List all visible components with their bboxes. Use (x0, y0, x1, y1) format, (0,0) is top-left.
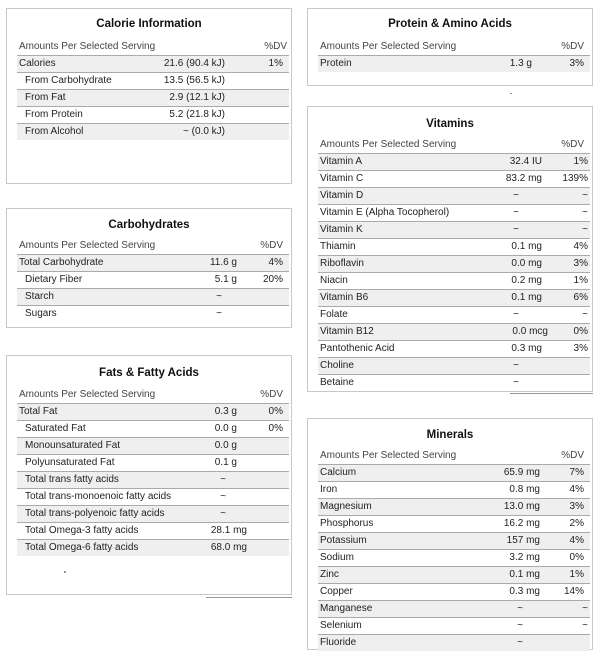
amounts-header: Amounts Per Selected Serving (320, 41, 457, 52)
table-header (17, 238, 289, 255)
dv-header: %DV (264, 41, 287, 52)
nutrient-name: Calcium (320, 467, 357, 478)
nutrient-name: Riboflavin (320, 258, 364, 269)
nutrient-name: From Fat (25, 92, 66, 103)
table-row (318, 584, 590, 601)
nutrient-amount: 0.1 g (214, 457, 237, 468)
table-row (17, 124, 289, 140)
nutrient-name: Vitamin C (320, 173, 364, 184)
nutrient-amount: 5.1 g (214, 274, 237, 285)
nutrient-amount: 0.1 mg (511, 292, 542, 303)
table-row (318, 188, 590, 205)
table-row (318, 171, 590, 188)
table-row (318, 239, 590, 256)
card-title: Calorie Information (96, 18, 202, 30)
nutrient-amount: ~ (220, 474, 226, 485)
nutrient-name: Total trans fatty acids (25, 474, 119, 485)
table-row (318, 256, 590, 273)
nutrient-amount: ~ (513, 207, 519, 218)
protein-amino-acids-card (307, 8, 593, 86)
nutrient-amount: 0.3 g (214, 406, 237, 417)
nutrient-amount: 83.2 mg (505, 173, 542, 184)
table-row (17, 73, 289, 90)
carbohydrates-table (17, 238, 289, 322)
table-row (17, 540, 289, 556)
nutrient-dv: 6% (573, 292, 588, 303)
nutrient-dv: 4% (569, 535, 584, 546)
nutrient-amount: 0.8 mg (509, 484, 540, 495)
nutrient-name: Total trans-polyenoic fatty acids (25, 508, 165, 519)
nutrient-name: Betaine (320, 377, 354, 388)
table-row (318, 56, 590, 72)
nutrient-amount: 32.4 IU (509, 156, 542, 167)
nutrient-name: Starch (25, 291, 54, 302)
amounts-header: Amounts Per Selected Serving (19, 41, 156, 52)
minerals-card (307, 418, 593, 650)
nutrient-name: From Carbohydrate (25, 75, 112, 86)
nutrient-name: Vitamin A (320, 156, 363, 167)
table-row (318, 533, 590, 550)
nutrient-name: Vitamin B6 (320, 292, 369, 303)
nutrient-dv: 7% (569, 467, 584, 478)
nutrient-amount: 13.0 mg (503, 501, 540, 512)
vitamins-card (307, 106, 593, 392)
amounts-header: Amounts Per Selected Serving (19, 240, 156, 251)
nutrient-name: Vitamin E (Alpha Tocopherol) (320, 207, 450, 218)
nutrient-name: Calories (19, 58, 56, 69)
nutrient-name: Total Fat (19, 406, 58, 417)
nutrient-amount: ~ (517, 637, 523, 648)
table-row (17, 455, 289, 472)
nutrient-name: From Protein (25, 109, 83, 120)
nutrient-name: Pantothenic Acid (320, 343, 395, 354)
table-row (17, 438, 289, 455)
nutrient-amount: 0.0 g (214, 423, 237, 434)
nutrient-amount: 0.0 mg (511, 258, 542, 269)
table-row (318, 324, 590, 341)
nutrient-amount: 0.3 mg (511, 343, 542, 354)
minerals-table (318, 448, 590, 651)
table-row (318, 482, 590, 499)
table-row (318, 550, 590, 567)
nutrient-dv: ~ (582, 207, 588, 218)
nutrient-name: Total Omega-3 fatty acids (25, 525, 139, 536)
table-row (318, 465, 590, 482)
table-row (17, 472, 289, 489)
nutrient-amount: 0.3 mg (509, 586, 540, 597)
nutrient-amount: 0.2 mg (511, 275, 542, 286)
nutrient-name: Choline (320, 360, 354, 371)
nutrient-name: Zinc (320, 569, 339, 580)
table-header (318, 448, 590, 465)
nutrient-dv: 14% (563, 586, 584, 597)
nutrient-name: Potassium (320, 535, 367, 546)
calorie-information-card (6, 8, 292, 184)
nutrient-amount: 65.9 mg (503, 467, 540, 478)
nutrient-amount: ~ (513, 190, 519, 201)
nutrient-amount: ~ (517, 620, 523, 631)
table-row (17, 255, 289, 272)
table-row (318, 618, 590, 635)
nutrient-amount: 0.1 mg (509, 569, 540, 580)
nutrient-name: Total Carbohydrate (19, 257, 104, 268)
nutrient-name: Total Omega-6 fatty acids (25, 542, 139, 553)
nutrient-name: Copper (320, 586, 353, 597)
amounts-header: Amounts Per Selected Serving (320, 139, 457, 150)
nutrient-amount: 3.2 mg (509, 552, 540, 563)
nutrient-amount: 28.1 mg (210, 525, 247, 536)
table-row (318, 567, 590, 584)
nutrient-dv: 0% (573, 326, 588, 337)
vitamins-table (318, 137, 590, 391)
table-header (17, 387, 289, 404)
table-row (318, 222, 590, 239)
table-row (318, 205, 590, 222)
stray-dot (64, 571, 66, 573)
nutrient-amount: ~ (513, 360, 519, 371)
nutrient-name: Iron (320, 484, 338, 495)
nutrient-dv: 3% (569, 501, 584, 512)
table-row (318, 154, 590, 171)
table-row (318, 375, 590, 391)
table-row (17, 489, 289, 506)
nutrient-dv: ~ (582, 620, 588, 631)
dv-header: %DV (561, 139, 584, 150)
nutrient-amount: 68.0 mg (210, 542, 247, 553)
nutrient-amount: 0.0 g (214, 440, 237, 451)
card-title: Fats & Fatty Acids (99, 367, 199, 379)
nutrient-name: Selenium (320, 620, 362, 631)
nutrient-amount: ~ (513, 377, 519, 388)
nutrient-dv: ~ (582, 309, 588, 320)
card-title: Minerals (426, 429, 474, 441)
dv-header: %DV (260, 240, 283, 251)
nutrient-amount: 2.9 (12.1 kJ) (169, 92, 225, 103)
nutrient-dv: 0% (569, 552, 584, 563)
nutrient-name: Total trans-monoenoic fatty acids (25, 491, 172, 502)
table-row (318, 341, 590, 358)
card-title: Carbohydrates (108, 219, 190, 231)
nutrient-amount: ~ (220, 491, 226, 502)
nutrient-name: Thiamin (320, 241, 356, 252)
nutrient-dv: 3% (573, 258, 588, 269)
nutrient-name: Sodium (320, 552, 354, 563)
fats-fatty-acids-card (6, 355, 292, 595)
nutrient-name: From Alcohol (25, 126, 84, 137)
carbohydrates-card (6, 208, 292, 328)
nutrient-dv: 3% (573, 343, 588, 354)
amounts-header: Amounts Per Selected Serving (320, 450, 457, 461)
nutrient-dv: 4% (573, 241, 588, 252)
nutrient-dv: 3% (569, 58, 584, 69)
table-row (17, 523, 289, 540)
nutrient-dv: 1% (569, 569, 584, 580)
nutrient-amount: 1.3 g (509, 58, 532, 69)
table-row (17, 404, 289, 421)
table-row (17, 506, 289, 523)
table-row (318, 499, 590, 516)
nutrient-dv: ~ (582, 224, 588, 235)
table-row (318, 307, 590, 324)
divider (510, 393, 593, 394)
nutrient-amount: 157 mg (506, 535, 540, 546)
nutrient-amount: ~ (517, 603, 523, 614)
nutrient-name: Vitamin D (320, 190, 364, 201)
divider (510, 93, 512, 94)
nutrient-name: Dietary Fiber (25, 274, 83, 285)
table-row (17, 272, 289, 289)
nutrient-name: Protein (320, 58, 352, 69)
nutrient-name: Magnesium (320, 501, 372, 512)
nutrient-name: Polyunsaturated Fat (25, 457, 115, 468)
nutrient-dv: 1% (573, 275, 588, 286)
table-row (17, 107, 289, 124)
divider (206, 597, 292, 598)
table-row (17, 90, 289, 107)
nutrient-name: Sugars (25, 308, 57, 319)
nutrient-amount: 16.2 mg (503, 518, 540, 529)
nutrient-name: Niacin (320, 275, 348, 286)
nutrient-amount: 0.1 mg (511, 241, 542, 252)
table-row (17, 306, 289, 322)
nutrient-dv: 4% (268, 257, 283, 268)
nutrient-dv: ~ (582, 603, 588, 614)
nutrient-dv: 1% (573, 156, 588, 167)
card-title: Protein & Amino Acids (388, 18, 512, 30)
nutrient-name: Vitamin K (320, 224, 363, 235)
nutrient-amount: ~ (220, 508, 226, 519)
nutrient-amount: ~ (513, 224, 519, 235)
nutrient-name: Fluoride (320, 637, 357, 648)
protein-table (318, 39, 590, 72)
card-title: Vitamins (426, 118, 474, 130)
nutrient-amount: 21.6 (90.4 kJ) (163, 58, 225, 69)
nutrient-amount: ~ (216, 308, 222, 319)
nutrient-dv: 20% (262, 274, 283, 285)
table-header (318, 137, 590, 154)
nutrient-name: Monounsaturated Fat (25, 440, 121, 451)
nutrient-name: Manganese (320, 603, 373, 614)
nutrient-dv: 4% (569, 484, 584, 495)
nutrient-name: Folate (320, 309, 348, 320)
table-row (318, 516, 590, 533)
table-row (318, 273, 590, 290)
dv-header: %DV (260, 389, 283, 400)
table-row (17, 289, 289, 306)
nutrient-name: Vitamin B12 (320, 326, 374, 337)
nutrient-dv: 2% (569, 518, 584, 529)
table-header (318, 39, 590, 56)
table-row (318, 290, 590, 307)
nutrient-name: Saturated Fat (25, 423, 86, 434)
table-row (318, 635, 590, 651)
nutrient-dv: 0% (268, 406, 283, 417)
nutrient-dv: 139% (562, 173, 588, 184)
amounts-header: Amounts Per Selected Serving (19, 389, 156, 400)
nutrient-amount: 0.0 mcg (512, 326, 548, 337)
table-row (318, 601, 590, 618)
nutrient-amount: ~ (513, 309, 519, 320)
nutrient-dv: 0% (268, 423, 283, 434)
nutrient-amount: ~ (216, 291, 222, 302)
nutrient-amount: 13.5 (56.5 kJ) (163, 75, 225, 86)
calorie-table (17, 39, 289, 140)
table-row (17, 421, 289, 438)
nutrient-amount: ~ (0.0 kJ) (183, 126, 225, 137)
fats-table (17, 387, 289, 556)
nutrient-amount: 11.6 g (209, 257, 237, 268)
dv-header: %DV (561, 450, 584, 461)
nutrient-name: Phosphorus (320, 518, 374, 529)
dv-header: %DV (561, 41, 584, 52)
table-row (17, 56, 289, 73)
table-row (318, 358, 590, 375)
table-header (17, 39, 289, 56)
nutrient-dv: ~ (582, 190, 588, 201)
nutrient-amount: 5.2 (21.8 kJ) (169, 109, 225, 120)
nutrient-dv: 1% (268, 58, 283, 69)
